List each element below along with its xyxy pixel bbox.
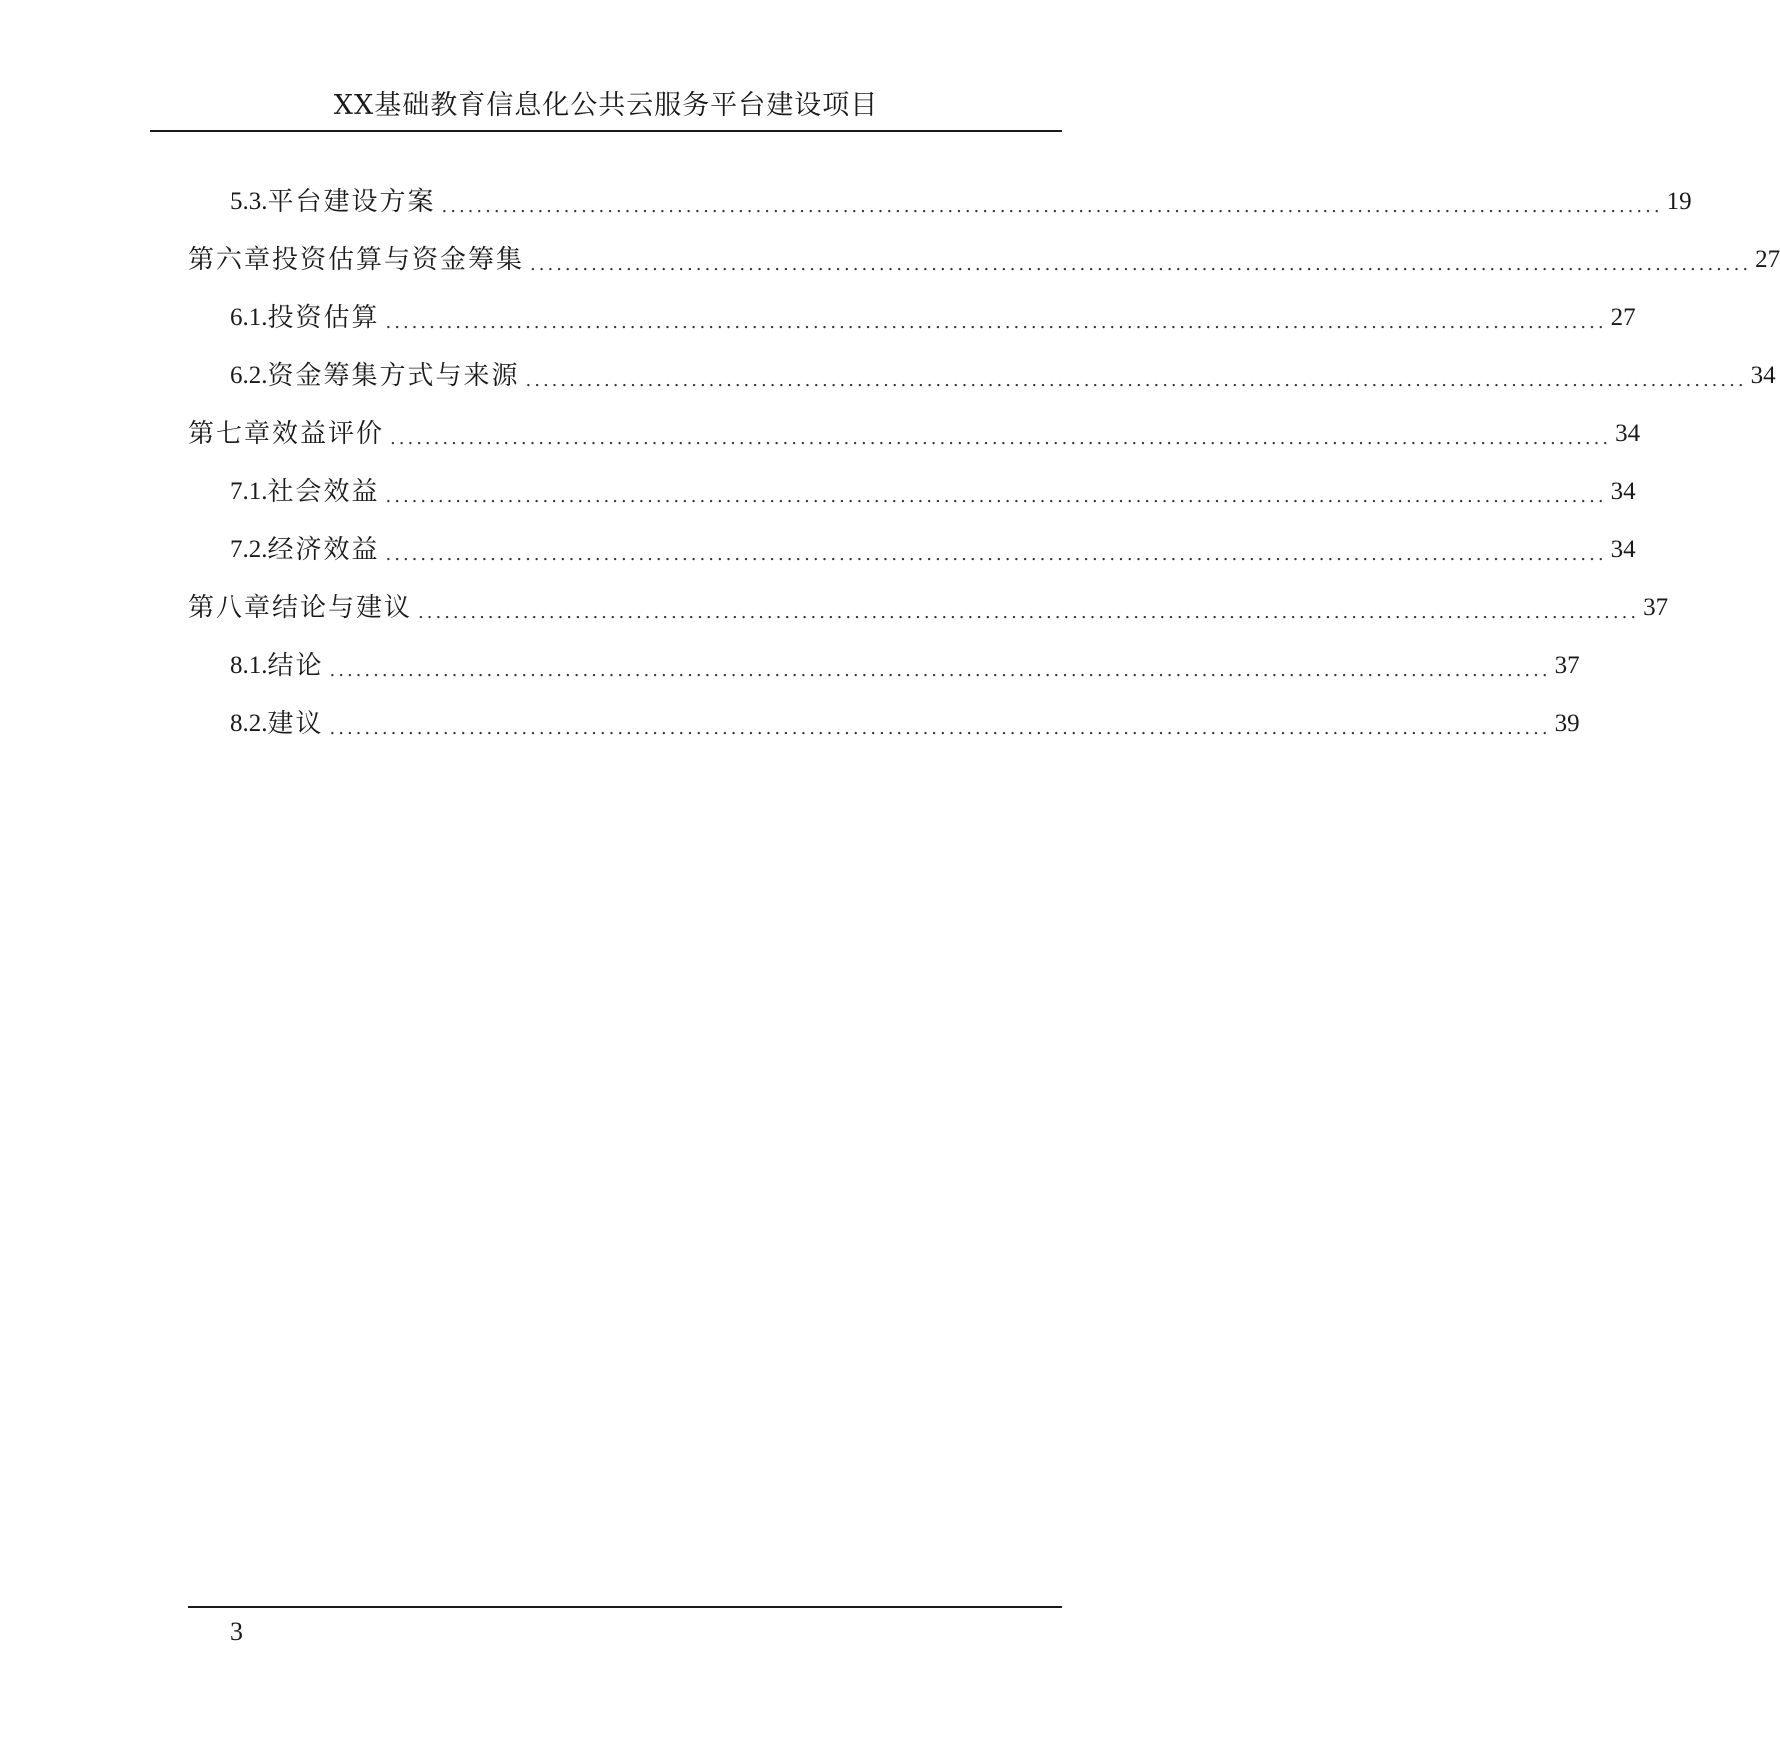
footer-divider xyxy=(188,1606,1062,1608)
toc-entry-chapter-7[interactable] xyxy=(188,414,1641,454)
toc-entry-6-1[interactable] xyxy=(230,298,1636,338)
toc-dot-leader: ............................................................................................................................................ xyxy=(390,428,1612,449)
toc-dot-leader: ............................................................................................................................................ xyxy=(530,254,1752,275)
toc-entry-page: 19 xyxy=(1666,188,1692,215)
toc-entry-title: 建议 xyxy=(267,709,324,739)
toc-entry-page: 34 xyxy=(1615,420,1641,447)
toc-dot-leader: ............................................................................................................................................ xyxy=(385,544,1607,565)
toc-entry-page: 34 xyxy=(1750,362,1776,389)
toc-entry-8-1[interactable] xyxy=(230,646,1580,686)
toc-entry-page: 27 xyxy=(1755,246,1780,273)
toc-dot-leader: ............................................................................................................................................ xyxy=(385,312,1607,333)
toc-entry-number: 5.3. xyxy=(230,188,268,215)
toc-entry-number: 7.2. xyxy=(230,536,268,563)
toc-entry-title: 投资估算与资金筹集 xyxy=(272,245,525,275)
toc-entry-page: 27 xyxy=(1610,304,1636,331)
toc-entry-7-1[interactable] xyxy=(230,472,1636,512)
toc-dot-leader: ............................................................................................................................................ xyxy=(385,486,1607,507)
toc-entry-chapter-8[interactable] xyxy=(188,588,1669,628)
toc-dot-leader: ............................................................................................................................................ xyxy=(525,370,1747,391)
toc-dot-leader: ............................................................................................................................................ xyxy=(418,602,1640,623)
toc-entry-8-2[interactable] xyxy=(230,704,1580,744)
page-number: 3 xyxy=(230,1617,243,1646)
document-header-title: XX基础教育信息化公共云服务平台建设项目 xyxy=(333,90,879,121)
toc-entry-title: 资金筹集方式与来源 xyxy=(267,361,520,391)
toc-dot-leader: ............................................................................................................................................ xyxy=(329,660,1551,681)
toc-entry-number: 7.1. xyxy=(230,478,268,505)
toc-dot-leader: ............................................................................................................................................ xyxy=(329,718,1551,739)
toc-entry-number: 第七章 xyxy=(188,419,273,449)
toc-entry-page: 37 xyxy=(1643,594,1669,621)
toc-dot-leader: ............................................................................................................................................ xyxy=(441,196,1663,217)
toc-entry-title: 结论 xyxy=(267,651,324,681)
toc-entry-number: 6.1. xyxy=(230,304,268,331)
toc-entry-7-2[interactable] xyxy=(230,530,1636,570)
toc-entry-5-3[interactable] xyxy=(230,182,1692,222)
toc-entry-number: 8.2. xyxy=(230,710,268,737)
toc-entry-title: 投资估算 xyxy=(267,303,380,333)
toc-entry-title: 社会效益 xyxy=(267,477,380,507)
toc-entry-number: 6.2. xyxy=(230,362,268,389)
toc-entry-page: 39 xyxy=(1554,710,1580,737)
toc-entry-page: 34 xyxy=(1610,478,1636,505)
toc-entry-6-2[interactable] xyxy=(230,356,1776,396)
toc-entry-page: 34 xyxy=(1610,536,1636,563)
toc-entry-chapter-6[interactable] xyxy=(188,240,1780,280)
toc-entry-page: 37 xyxy=(1554,652,1580,679)
header-divider xyxy=(150,130,1062,132)
toc-entry-number: 第八章 xyxy=(188,593,273,623)
toc-entry-title: 经济效益 xyxy=(267,535,380,565)
toc-entry-title: 效益评价 xyxy=(272,419,385,449)
toc-entry-title: 结论与建议 xyxy=(272,593,413,623)
toc-entry-number: 第六章 xyxy=(188,245,273,275)
toc-entry-title: 平台建设方案 xyxy=(267,187,436,217)
toc-entry-number: 8.1. xyxy=(230,652,268,679)
